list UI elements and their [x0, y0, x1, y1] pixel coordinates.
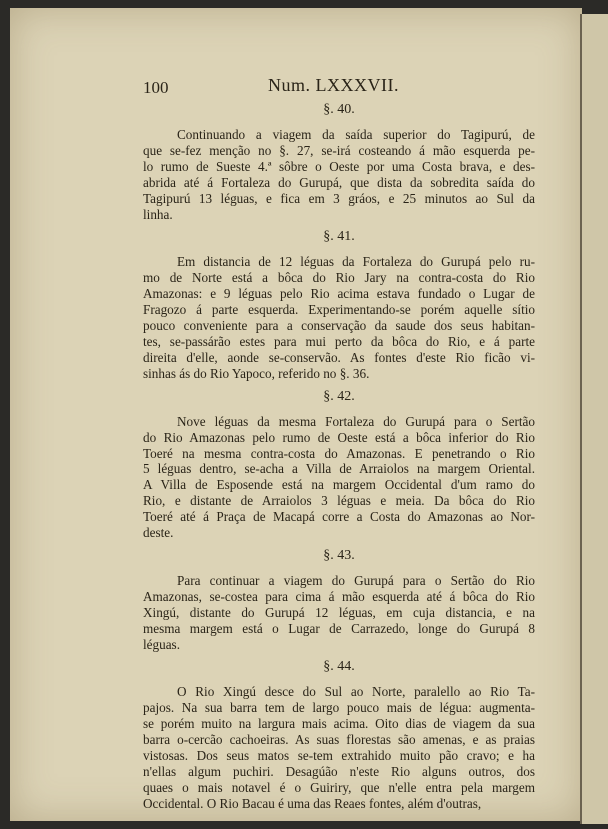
text-line: Rio, e distante de Arraiolos 3 léguas e meia. Da bôca do Rio	[143, 493, 535, 509]
text-line: que se-fez menção no §. 27, se-irá costeando á mão esquerda pe-	[143, 142, 535, 158]
text-line: sinhas ás do Rio Yapoco, referido no §. 36.	[143, 365, 370, 381]
text-line: abrida até á Fortaleza do Gurupá, que dista da sobredita saída do	[143, 174, 535, 190]
text-line: do Rio Amazonas pelo rumo de Oeste está a bôca inferior do Rio	[143, 429, 535, 445]
text-line: léguas.	[143, 636, 180, 652]
text-line: direita d'elle, aonde se-conservão. As fontes d'este Rio ficão vi-	[143, 349, 535, 365]
text-line: Xingú, distante do Gurupá 12 léguas, em cuja distancia, e na	[143, 604, 535, 620]
running-title: Num. LXXXVII.	[268, 75, 399, 95]
text-line: deste.	[143, 525, 174, 541]
section-paragraph	[143, 127, 535, 222]
text-line: Amazonas, se-costea para cima á mão esquerda até á bôca do Rio	[143, 588, 535, 604]
section-heading: §. 42.	[323, 388, 355, 404]
sections	[143, 102, 535, 812]
text-line: Para continuar a viagem do Gurupá para o Sertão do Rio	[177, 572, 535, 588]
text-line: Tagipurú 13 léguas, e fica em 3 gráos, e 25 minutos ao Sul da	[143, 190, 535, 206]
text-line: mo de Norte está a bôca do Rio Jary na contra-costa do Rio	[143, 270, 535, 286]
text-line: tes, se-passárão estes para mui perto da bôca do Rio, e á parte	[143, 333, 535, 349]
text-line: quaes o mais notavel é o Guiriry, que n'elle entra pela margem	[143, 779, 535, 795]
text-line: Toeré na mesma contra-costa do Amazonas. E penetrando o Rio	[143, 445, 535, 461]
section-heading: §. 40.	[323, 102, 355, 117]
page-text	[143, 75, 535, 819]
text-line: Occidental. O Rio Bacau é uma das Reaes fontes, além d'outras,	[143, 795, 482, 811]
text-line: Em distancia de 12 léguas da Fortaleza do Gurupá pelo ru-	[177, 254, 535, 270]
page-header	[143, 75, 535, 102]
facing-page-edge	[580, 14, 608, 824]
section-heading: §. 41.	[323, 229, 355, 245]
page-number: 100	[143, 78, 169, 97]
text-line: Continuando a viagem da saída superior do Tagipurú, de	[177, 127, 535, 142]
text-line: Fragozo á parte esquerda. Experimentando-se porém aquelle sítio	[143, 302, 535, 318]
text-line: Toeré até á Praça de Macapá corre a Costa do Amazonas ao Nor-	[143, 509, 535, 525]
text-line: pouco conveniente para a conservação da saude dos seus habitan-	[143, 318, 535, 334]
text-line: vistosas. Dos seus matos se-tem extrahido muito pão cravo; e ha	[143, 748, 535, 764]
section-heading: §. 44.	[323, 659, 355, 675]
section-paragraph	[143, 684, 535, 811]
text-line: barra o-cercão cachoeiras. As suas florestas são amenas, e as praias	[143, 732, 535, 748]
text-line: linha.	[143, 206, 173, 222]
text-line: Amazonas: e 9 léguas pelo Rio acima estava fundado o Lugar de	[143, 286, 535, 302]
text-line: O Rio Xingú desce do Sul ao Norte, paralello ao Rio Ta-	[177, 684, 535, 700]
text-line: mesma margem está o Lugar de Carrazedo, longe do Gurupá 8	[143, 620, 535, 636]
text-line: se porém muito na largura mais acima. Oito dias de viagem da sua	[143, 716, 535, 732]
section-paragraph	[143, 414, 535, 541]
section-paragraph	[143, 254, 535, 381]
text-line: Nove léguas da mesma Fortaleza do Gurupá para o Sertão	[177, 413, 535, 429]
section-paragraph	[143, 573, 535, 653]
section-heading: §. 43.	[323, 547, 355, 563]
text-line: n'ellas algum puchiri. Desagúão n'este Rio alguns outros, dos	[143, 764, 535, 779]
text-line: lo rumo de Sueste 4.ª sôbre o Oeste por uma Costa brava, e des-	[143, 158, 535, 174]
text-line: 5 léguas dentro, se-acha a Villa de Arraiolos na margem Oriental.	[143, 461, 535, 477]
text-line: A Villa de Esposende está na margem Occidental d'um ramo do	[143, 477, 535, 493]
text-line: pajos. Na sua barra tem de largo pouco mais de légua: augmenta-	[143, 700, 535, 716]
